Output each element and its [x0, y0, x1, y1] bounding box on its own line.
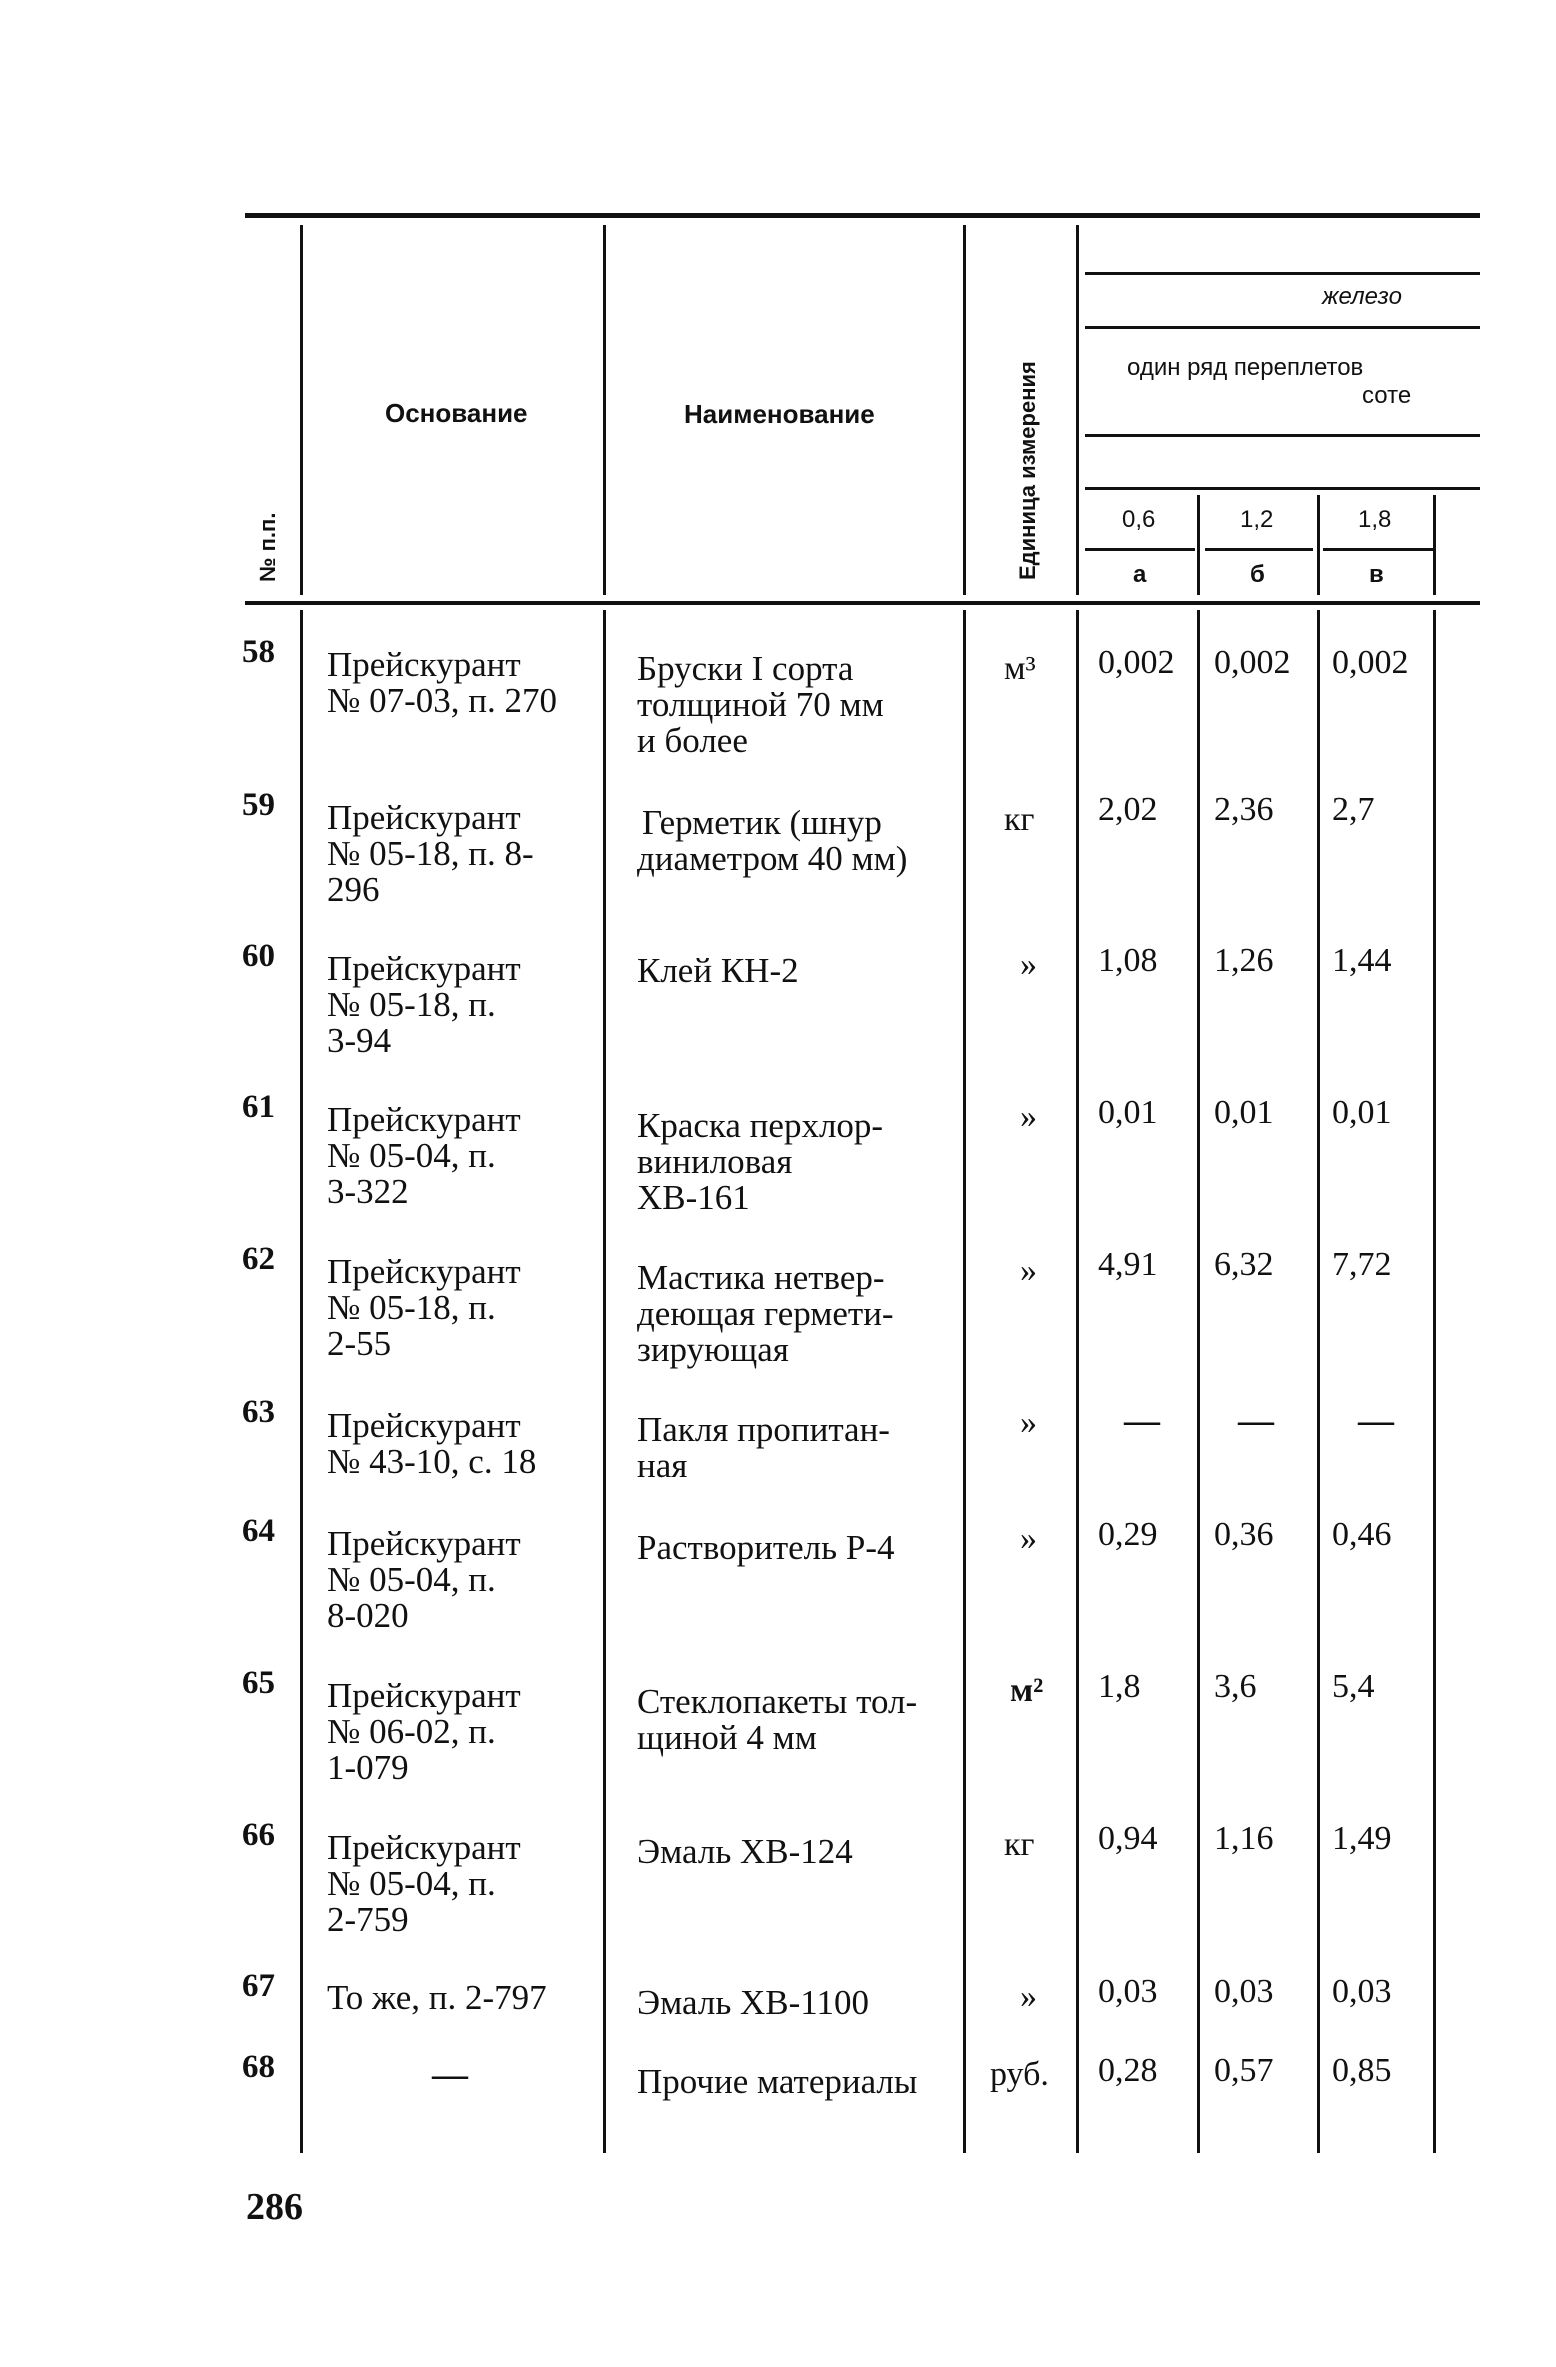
row-58-value-c: 0,002	[1332, 644, 1409, 681]
row-61-value-a: 0,01	[1098, 1094, 1158, 1131]
row-63-basis-line-1: Прейскурант	[327, 1406, 521, 1445]
body-divider-3	[963, 610, 966, 2153]
row-64-unit: »	[1020, 1520, 1037, 1557]
header-name: Наименование	[684, 399, 875, 429]
row-68-value-b: 0,57	[1214, 2052, 1274, 2089]
row-64-basis-line-3: 8-020	[327, 1596, 409, 1635]
header-sub-value-b: 1,2	[1240, 506, 1274, 533]
row-61-basis-line-1: Прейскурант	[327, 1100, 521, 1139]
row-62-name-line-2: деющая гермети-	[637, 1294, 894, 1333]
row-67-unit: »	[1020, 1978, 1037, 2015]
header-sub-letter-a: а	[1133, 561, 1147, 588]
row-62-value-b: 6,32	[1214, 1246, 1274, 1283]
row-65-basis-line-2: № 06-02, п.	[327, 1712, 496, 1751]
row-67-value-c: 0,03	[1332, 1973, 1392, 2010]
row-65-basis-line-1: Прейскурант	[327, 1676, 521, 1715]
row-68-basis-line-1: —	[432, 2054, 468, 2094]
row-60-basis-line-3: 3-94	[327, 1021, 392, 1060]
row-61-value-c: 0,01	[1332, 1094, 1392, 1131]
row-66-unit: кг	[1004, 1826, 1035, 1863]
row-63-value-c: —	[1358, 1400, 1394, 1440]
row-68-value-a: 0,28	[1098, 2052, 1158, 2089]
sub-rule-a	[1085, 548, 1195, 551]
row-59-basis-line-3: 296	[327, 870, 380, 909]
row-58-basis-line-2: № 07-03, п. 270	[327, 681, 558, 720]
row-64-name-line-1: Растворитель Р-4	[637, 1528, 895, 1567]
row-66-value-a: 0,94	[1098, 1820, 1158, 1857]
col-divider-4	[1076, 225, 1079, 595]
row-64-value-a: 0,29	[1098, 1516, 1158, 1553]
header-unit: Единица измерения	[1015, 361, 1040, 580]
row-66-num: 66	[242, 1817, 275, 1853]
row-58-value-a: 0,002	[1098, 644, 1175, 681]
row-64-num: 64	[242, 1513, 275, 1549]
row-61-value-b: 0,01	[1214, 1094, 1274, 1131]
row-60-unit: »	[1020, 946, 1037, 983]
row-58-name-line-3: и более	[637, 721, 748, 760]
row-65-value-b: 3,6	[1214, 1668, 1257, 1705]
col-divider-2	[603, 225, 606, 595]
row-66-basis-line-2: № 05-04, п.	[327, 1864, 496, 1903]
row-60-name-line-1: Клей КН-2	[637, 951, 799, 990]
body-divider-6	[1317, 610, 1320, 2153]
row-68-num: 68	[242, 2049, 275, 2085]
row-63-name-line-2: ная	[637, 1446, 688, 1485]
row-65-name-line-2: щиной 4 мм	[637, 1718, 817, 1757]
row-61-num: 61	[242, 1089, 275, 1125]
header-sub-letter-c: в	[1369, 561, 1384, 588]
group-rule-4	[1085, 487, 1480, 490]
sub-rule-b	[1205, 548, 1313, 551]
row-66-basis-line-1: Прейскурант	[327, 1828, 521, 1867]
row-61-name-line-2: виниловая	[637, 1142, 793, 1181]
row-58-name-line-1: Бруски I сорта	[637, 649, 854, 688]
row-59-name-line-2: диаметром 40 мм)	[637, 839, 908, 878]
row-63-unit: »	[1020, 1404, 1037, 1441]
row-60-basis-line-1: Прейскурант	[327, 949, 521, 988]
row-61-name-line-1: Краска перхлор-	[637, 1106, 884, 1145]
row-58-num: 58	[242, 634, 275, 670]
body-divider-7	[1433, 610, 1436, 2153]
row-58-basis-line-1: Прейскурант	[327, 645, 521, 684]
row-68-name-line-1: Прочие материалы	[637, 2062, 918, 2101]
row-60-value-c: 1,44	[1332, 942, 1392, 979]
header-bottom-rule	[245, 601, 1480, 605]
sub-divider-2	[1317, 495, 1320, 595]
sub-rule-c	[1323, 548, 1433, 551]
row-59-unit: кг	[1004, 801, 1035, 838]
row-65-num: 65	[242, 1665, 275, 1701]
header-sub-value-c: 1,8	[1358, 506, 1392, 533]
row-60-value-a: 1,08	[1098, 942, 1158, 979]
body-divider-2	[603, 610, 606, 2153]
row-66-name-line-1: Эмаль ХВ-124	[637, 1832, 853, 1871]
row-66-value-b: 1,16	[1214, 1820, 1274, 1857]
header-group-line2: соте	[1362, 382, 1412, 409]
row-63-num: 63	[242, 1394, 275, 1430]
row-59-value-c: 2,7	[1332, 791, 1375, 828]
header-sub-value-a: 0,6	[1122, 506, 1156, 533]
row-63-name-line-1: Пакля пропитан-	[637, 1410, 890, 1449]
body-divider-1	[300, 610, 303, 2153]
row-59-value-a: 2,02	[1098, 791, 1158, 828]
row-66-value-c: 1,49	[1332, 1820, 1392, 1857]
header-group-top: железо	[1322, 283, 1402, 310]
row-68-value-c: 0,85	[1332, 2052, 1392, 2089]
row-59-name-line-1: Герметик (шнур	[642, 803, 882, 842]
row-65-basis-line-3: 1-079	[327, 1748, 409, 1787]
row-63-basis-line-2: № 43-10, с. 18	[327, 1442, 537, 1481]
row-58-value-b: 0,002	[1214, 644, 1291, 681]
header-group-line1: один ряд переплетов	[1127, 354, 1364, 381]
row-60-num: 60	[242, 938, 275, 974]
row-67-num: 67	[242, 1968, 275, 2004]
row-61-basis-line-2: № 05-04, п.	[327, 1136, 496, 1175]
page-number: 286	[246, 2186, 303, 2228]
row-68-unit: руб.	[990, 2056, 1049, 2093]
col-divider-3	[963, 225, 966, 595]
row-62-basis-line-3: 2-55	[327, 1324, 392, 1363]
row-64-value-c: 0,46	[1332, 1516, 1392, 1553]
row-64-basis-line-2: № 05-04, п.	[327, 1560, 496, 1599]
row-62-value-a: 4,91	[1098, 1246, 1158, 1283]
row-67-value-a: 0,03	[1098, 1973, 1158, 2010]
row-59-value-b: 2,36	[1214, 791, 1274, 828]
row-65-unit: м²	[1010, 1672, 1044, 1709]
row-67-basis-line-1: То же, п. 2-797	[327, 1978, 547, 2017]
row-65-name-line-1: Стеклопакеты тол-	[637, 1682, 918, 1721]
group-rule-3	[1085, 434, 1480, 437]
row-64-basis-line-1: Прейскурант	[327, 1524, 521, 1563]
row-61-basis-line-3: 3-322	[327, 1172, 409, 1211]
row-62-basis-line-2: № 05-18, п.	[327, 1288, 496, 1327]
row-60-basis-line-2: № 05-18, п.	[327, 985, 496, 1024]
row-61-unit: »	[1020, 1098, 1037, 1135]
row-65-value-a: 1,8	[1098, 1668, 1141, 1705]
header-sub-letter-b: б	[1250, 561, 1265, 588]
header-basis: Основание	[385, 398, 528, 428]
body-divider-4	[1076, 610, 1079, 2153]
row-60-value-b: 1,26	[1214, 942, 1274, 979]
row-61-name-line-3: ХВ-161	[637, 1178, 750, 1217]
row-62-value-c: 7,72	[1332, 1246, 1392, 1283]
group-rule-2	[1085, 326, 1480, 329]
row-66-basis-line-3: 2-759	[327, 1900, 409, 1939]
row-62-unit: »	[1020, 1252, 1037, 1289]
row-65-value-c: 5,4	[1332, 1668, 1375, 1705]
row-63-value-a: —	[1124, 1400, 1160, 1440]
row-58-unit: м³	[1004, 650, 1036, 687]
sub-divider-3	[1433, 495, 1436, 595]
table-top-rule	[245, 213, 1480, 218]
row-67-value-b: 0,03	[1214, 1973, 1274, 2010]
row-63-value-b: —	[1238, 1400, 1274, 1440]
row-64-value-b: 0,36	[1214, 1516, 1274, 1553]
header-num: № п.п.	[255, 512, 280, 582]
col-divider-1	[300, 225, 303, 595]
row-62-name-line-3: зирующая	[637, 1330, 789, 1369]
row-62-num: 62	[242, 1241, 275, 1277]
group-rule-1	[1085, 272, 1480, 275]
row-58-name-line-2: толщиной 70 мм	[637, 685, 884, 724]
sub-divider-1	[1197, 495, 1200, 595]
row-59-basis-line-2: № 05-18, п. 8-	[327, 834, 534, 873]
row-62-name-line-1: Мастика нетвер-	[637, 1258, 885, 1297]
row-59-num: 59	[242, 787, 275, 823]
row-62-basis-line-1: Прейскурант	[327, 1252, 521, 1291]
body-divider-5	[1197, 610, 1200, 2153]
row-59-basis-line-1: Прейскурант	[327, 798, 521, 837]
row-67-name-line-1: Эмаль ХВ-1100	[637, 1983, 870, 2022]
